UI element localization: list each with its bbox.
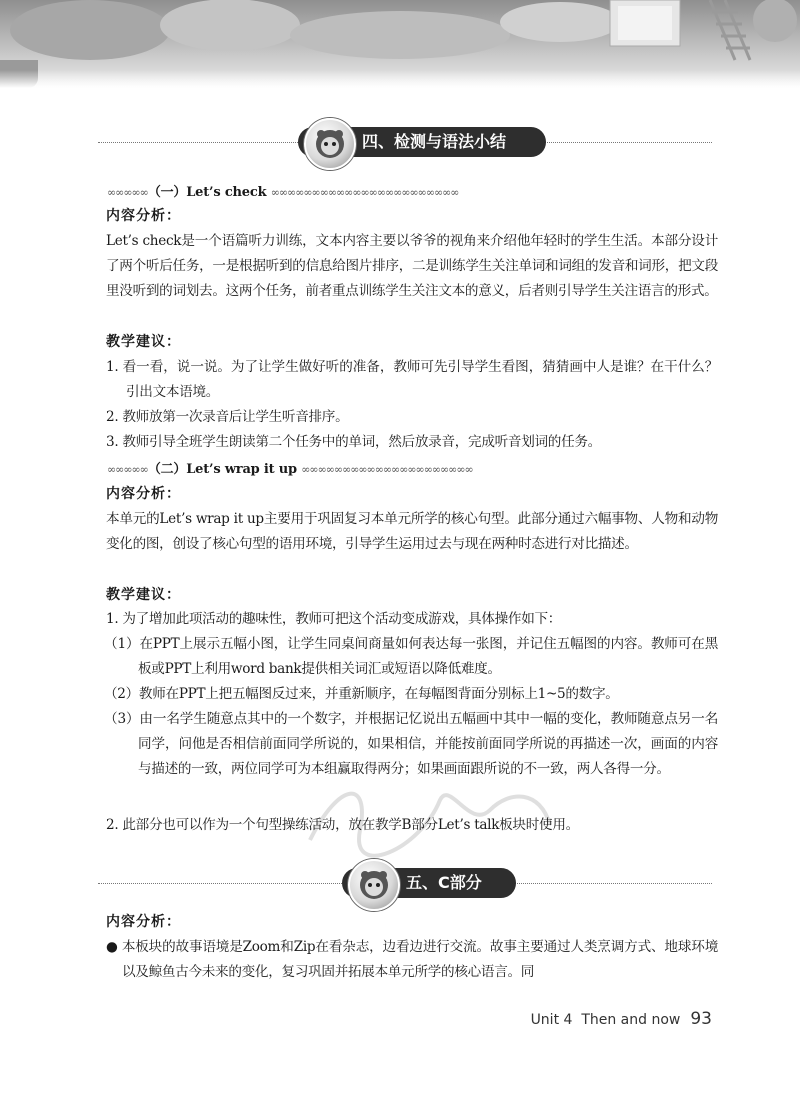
teaching-suggestion-label: 教学建议：: [106, 334, 181, 350]
content-analysis-label: 内容分析：: [106, 486, 181, 502]
section-title-text: Let’s check: [186, 185, 267, 200]
list-item: 1. 看一看，说一说。为了让学生做好听的准备，教师可先引导学生看图，猜猜画中人是谁？在干什么？引出文本语境。: [106, 359, 718, 400]
section-title-lets-check: [107, 181, 458, 200]
list-item: 1. 为了增加此项活动的趣味性，教师可把这个活动变成游戏，具体操作如下：: [106, 611, 562, 627]
ornament-right: ∞∞∞∞∞∞∞∞∞∞∞∞∞∞∞∞∞∞∞∞∞: [301, 463, 473, 476]
header-banner: [0, 0, 800, 88]
heading-pill: [342, 868, 516, 898]
watermark-signature: [300, 770, 560, 860]
page-footer: [531, 1009, 712, 1029]
section-number: （一）: [147, 185, 187, 200]
sub-list-item: （1）在PPT上展示五幅小图，让学生同桌间商量如何表达每一张图，并记住五幅图的内容。教师可在黑板或PPT上利用word bank提供相关词汇或短语以降低难度。: [104, 636, 718, 677]
footer-unit: Unit 4 Then and now: [530, 1012, 681, 1028]
heading-text: 五、C部分: [406, 873, 482, 892]
sub-list-item: （2）教师在PPT上把五幅图反过来，并重新顺序，在每幅图背面分别标上1~5的数字。: [104, 686, 619, 702]
teaching-suggestion-label: 教学建议：: [106, 587, 181, 603]
section-number: （二）: [147, 462, 187, 477]
page-number: 93: [690, 1009, 712, 1029]
heading-text: 四、检测与语法小结: [362, 132, 507, 151]
sub-list-item: （3）由一名学生随意点其中的一个数字，并根据记忆说出五幅画中其中一幅的变化，教师随意点另一名同学，问他是否相信前面同学所说的，如果相信，并能按前面同学所说的再描述一次，画面的内容与描述的一致，两位同学可为本组赢取得两分；如果画面跟所说的不一致，两人各得一分。: [104, 711, 718, 777]
mascot-icon: [304, 118, 356, 170]
section-title-lets-wrap-it-up: [107, 458, 473, 477]
ornament-right: ∞∞∞∞∞∞∞∞∞∞∞∞∞∞∞∞∞∞∞∞∞∞∞: [270, 186, 459, 199]
analysis-paragraph: 本单元的Let’s wrap it up主要用于巩固复习本单元所学的核心句型。此部分通过六幅事物、人物和动物变化的图，创设了核心句型的语用环境，引导学生运用过去与现在两种时态进行对比描述。: [106, 511, 718, 552]
heading-pill: [298, 127, 546, 157]
section-title-text: Let’s wrap it up: [186, 462, 297, 477]
content-analysis-label: 内容分析：: [106, 208, 181, 224]
section-heading-4: [98, 122, 712, 162]
ornament-left: ∞∞∞∞∞: [107, 186, 148, 199]
analysis-paragraph: Let’s check是一个语篇听力训练，文本内容主要以爷爷的视角来介绍他年轻时的学生生活。本部分设计了两个听后任务，一是根据听到的信息给图片排序，二是训练学生关注单词和词组的发音和词形，把文段里没听到的词划去。这两个任务，前者重点训练学生关注文本的意义，后者则引导学生关注语言的形式。: [106, 233, 718, 299]
ornament-left: ∞∞∞∞∞: [107, 463, 148, 476]
content-analysis-label: 内容分析：: [106, 914, 181, 930]
bullet-paragraph: ● 本板块的故事语境是Zoom和Zip在看杂志，边看边进行交流。故事主要通过人类烹调方式、地球环境以及鲸鱼古今未来的变化，复习巩固并拓展本单元所学的核心语言。同: [106, 939, 718, 980]
banner-fade: [0, 70, 800, 88]
section-heading-5: [98, 863, 712, 903]
list-item: 2. 教师放第一次录音后让学生听音排序。: [106, 409, 349, 425]
list-item: 2. 此部分也可以作为一个句型操练活动，放在教学B部分Let’s talk板块时使用。: [106, 817, 579, 833]
list-item: 3. 教师引导全班学生朗读第二个任务中的单词，然后放录音，完成听音划词的任务。: [106, 434, 601, 450]
mascot-icon: [348, 859, 400, 911]
